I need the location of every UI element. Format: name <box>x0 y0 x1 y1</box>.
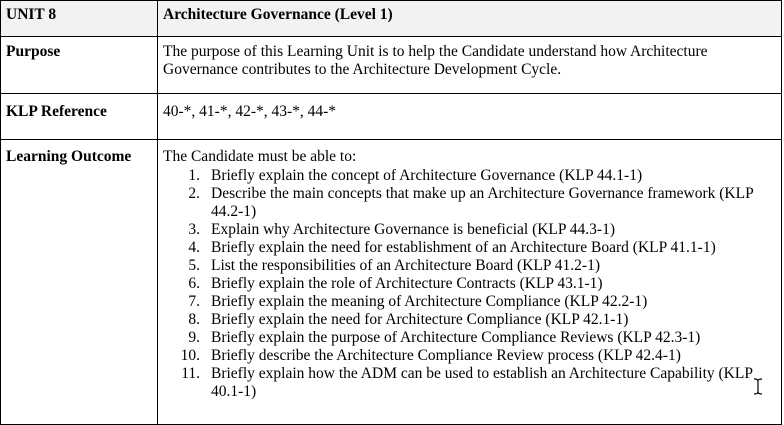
outcome-number: 9. <box>188 329 200 346</box>
outcome-item <box>163 311 777 329</box>
outcome-cell <box>158 140 782 425</box>
outcome-item <box>163 293 777 311</box>
outcome-intro: The Candidate must be able to: <box>163 148 357 165</box>
klp-row <box>1 94 782 140</box>
outcome-item <box>163 221 777 239</box>
outcome-item <box>163 329 777 347</box>
outcome-number: 5. <box>188 257 200 274</box>
klp-text: 40-*, 41-*, 42-*, 43-*, 44-* <box>158 94 782 140</box>
outcome-text: Describe the main concepts that make up an Architecture Governance framework (KLP 44.2-1) <box>211 185 754 220</box>
outcome-text: List the responsibilities of an Architecture Board (KLP 41.2-1) <box>211 257 600 274</box>
outcome-number: 4. <box>188 239 200 256</box>
unit-title: Architecture Governance (Level 1) <box>158 1 782 37</box>
outcome-number: 3. <box>188 221 200 238</box>
outcome-row <box>1 140 782 425</box>
outcome-item <box>163 275 777 293</box>
outcome-text: Briefly explain the role of Architecture Contracts (KLP 43.1-1) <box>211 275 603 292</box>
outcome-text: Explain why Architecture Governance is beneficial (KLP 44.3-1) <box>211 221 616 238</box>
purpose-text: The purpose of this Learning Unit is to help the Candidate understand how Architecture Governance contributes to the Architecture Development Cycle. <box>158 37 782 94</box>
outcome-item <box>163 347 777 365</box>
outcome-item <box>163 365 777 401</box>
outcome-label: Learning Outcome <box>1 140 158 425</box>
outcome-number: 1. <box>188 167 200 184</box>
outcome-text: Briefly explain the meaning of Architecture Compliance (KLP 42.2-1) <box>211 293 648 310</box>
outcome-item <box>163 185 777 221</box>
klp-label: KLP Reference <box>1 94 158 140</box>
purpose-label: Purpose <box>1 37 158 94</box>
outcome-number: 7. <box>188 293 200 310</box>
outcome-text: Briefly explain how the ADM can be used to establish an Architecture Capability (KLP 40.1-1) <box>211 365 753 400</box>
outcome-list <box>163 167 777 401</box>
outcome-text: Briefly explain the purpose of Architecture Compliance Reviews (KLP 42.3-1) <box>211 329 701 346</box>
outcome-text: Briefly explain the need for establishment of an Architecture Board (KLP 41.1-1) <box>211 239 716 256</box>
outcome-text: Briefly describe the Architecture Compliance Review process (KLP 42.4-1) <box>211 347 681 364</box>
outcome-number: 10. <box>180 347 200 364</box>
outcome-item <box>163 167 777 185</box>
text-cursor-icon <box>753 378 763 395</box>
unit-label: UNIT 8 <box>1 1 158 37</box>
unit-header-row <box>1 1 782 37</box>
purpose-row <box>1 37 782 94</box>
outcome-item <box>163 257 777 275</box>
outcome-text: Briefly explain the need for Architecture Compliance (KLP 42.1-1) <box>211 311 629 328</box>
outcome-item <box>163 239 777 257</box>
outcome-number: 2. <box>188 185 200 202</box>
outcome-number: 6. <box>188 275 200 292</box>
outcome-text: Briefly explain the concept of Architecture Governance (KLP 44.1-1) <box>211 167 643 184</box>
outcome-number: 11. <box>181 365 200 382</box>
outcome-number: 8. <box>188 311 200 328</box>
